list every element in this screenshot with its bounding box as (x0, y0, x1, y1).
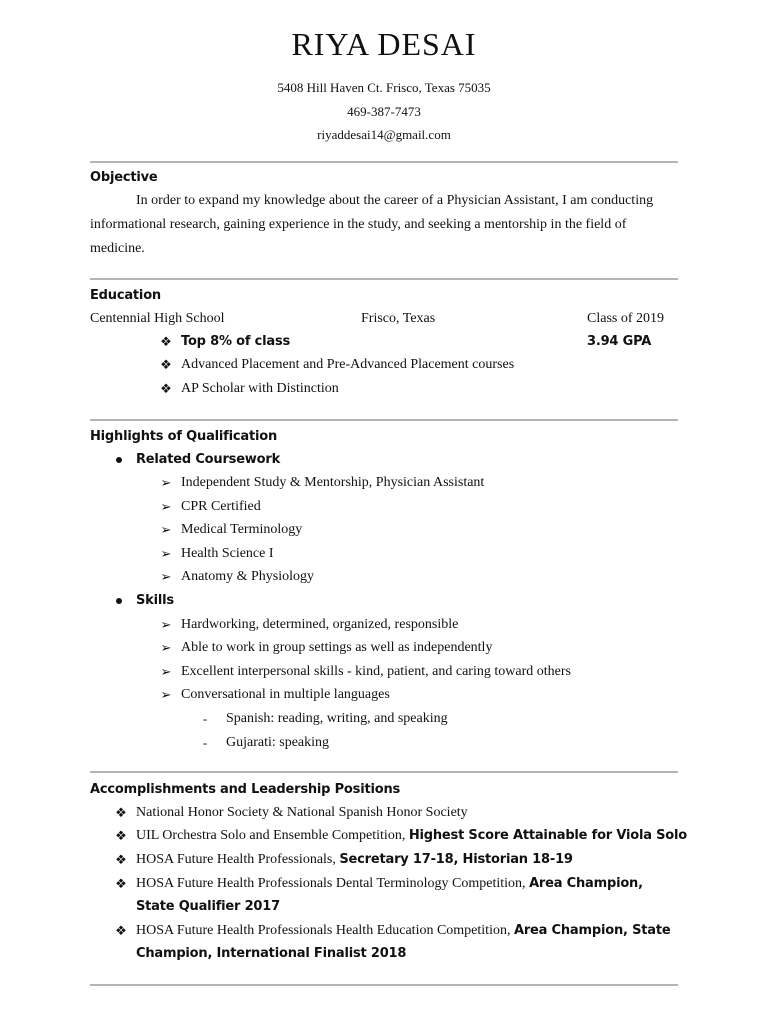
arrow-bullet-icon: ➢ (160, 546, 172, 561)
diamond-bullet-icon: ❖ (160, 334, 172, 349)
gpa: 3.94 GPA (587, 334, 652, 349)
accomplishment-item (136, 875, 643, 893)
divider (90, 278, 678, 280)
skill-item: Hardworking, determined, organized, responsible (181, 617, 459, 632)
education-item: Top 8% of class (181, 334, 291, 349)
arrow-bullet-icon: ➢ (160, 687, 172, 702)
accomplishment-highlight: Area Champion, State (513, 923, 671, 938)
coursework-item: Independent Study & Mentorship, Physician Assistant (181, 475, 485, 490)
accomplishment-highlight: Secretary 17-18, Historian 18-19 (339, 852, 573, 867)
accomplishment-item (136, 922, 670, 940)
language-item: Spanish: reading, writing, and speaking (226, 711, 448, 726)
accomplishment-highlight: Area Champion, (529, 876, 643, 891)
arrow-bullet-icon: ➢ (160, 664, 172, 679)
skill-item: Conversational in multiple languages (181, 687, 390, 702)
accomplishment-text: UIL Orchestra Solo and Ensemble Competition, (136, 828, 409, 843)
email: riyaddesai14@gmail.com (317, 127, 451, 142)
objective-line: informational research, gaining experience in the study, and seeking a mentorship in the field of (90, 217, 627, 232)
diamond-bullet-icon: ❖ (115, 923, 127, 938)
dash-bullet-icon: - (202, 735, 208, 750)
coursework-item: Medical Terminology (181, 522, 303, 537)
accomplishment-item (136, 851, 573, 869)
accomplishment-text: HOSA Future Health Professionals Dental Terminology Competition, (136, 876, 530, 891)
skills-label: Skills (136, 593, 174, 608)
accomplishment-text: HOSA Future Health Professionals Health Education Competition, (136, 923, 514, 938)
accomplishment-highlight: Highest Score Attainable for Viola Solo (408, 828, 688, 843)
school-name: Centennial High School (90, 311, 225, 326)
candidate-name: RIYA DESAI (291, 26, 477, 62)
language-item: Gujarati: speaking (226, 735, 330, 750)
phone: 469-387-7473 (347, 104, 421, 119)
graduation-class: Class of 2019 (587, 311, 664, 326)
accomplishment-item (136, 827, 687, 845)
diamond-bullet-icon: ❖ (160, 381, 172, 396)
divider (90, 419, 678, 421)
coursework-item: Health Science I (181, 546, 274, 561)
coursework-label: Related Coursework (136, 452, 281, 467)
arrow-bullet-icon: ➢ (160, 499, 172, 514)
arrow-bullet-icon: ➢ (160, 522, 172, 537)
school-location: Frisco, Texas (361, 311, 436, 326)
arrow-bullet-icon: ➢ (160, 569, 172, 584)
arrow-bullet-icon: ➢ (160, 617, 172, 632)
divider (90, 984, 678, 986)
accomplishments-heading: Accomplishments and Leadership Positions (90, 782, 401, 797)
arrow-bullet-icon: ➢ (160, 475, 172, 490)
bullet-dot-icon (116, 457, 122, 463)
accomplishment-highlight: State Qualifier 2017 (136, 899, 280, 914)
accomplishment-item (136, 804, 468, 822)
skill-item: Able to work in group settings as well as independently (181, 640, 493, 655)
accomplishment-highlight: Champion, International Finalist 2018 (136, 946, 407, 961)
address: 5408 Hill Haven Ct. Frisco, Texas 75035 (277, 80, 491, 95)
diamond-bullet-icon: ❖ (160, 357, 172, 372)
accomplishment-text: National Honor Society & National Spanish Honor Society (136, 805, 468, 820)
coursework-item: Anatomy & Physiology (181, 569, 315, 584)
bullet-dot-icon (116, 598, 122, 604)
skill-item: Excellent interpersonal skills - kind, patient, and caring toward others (181, 664, 571, 679)
divider (90, 161, 678, 163)
coursework-item: CPR Certified (181, 499, 261, 514)
diamond-bullet-icon: ❖ (115, 828, 127, 843)
diamond-bullet-icon: ❖ (115, 876, 127, 891)
education-item: Advanced Placement and Pre-Advanced Placement courses (181, 357, 515, 372)
objective-line: medicine. (90, 241, 145, 256)
highlights-heading: Highlights of Qualification (90, 429, 277, 444)
objective-heading: Objective (90, 170, 158, 185)
education-heading: Education (90, 288, 161, 303)
diamond-bullet-icon: ❖ (115, 805, 127, 820)
education-item: AP Scholar with Distinction (181, 381, 339, 396)
arrow-bullet-icon: ➢ (160, 640, 172, 655)
divider (90, 771, 678, 773)
dash-bullet-icon: - (202, 711, 208, 726)
diamond-bullet-icon: ❖ (115, 852, 127, 867)
accomplishment-text: HOSA Future Health Professionals, (136, 852, 340, 867)
objective-line: In order to expand my knowledge about the career of a Physician Assistant, I am conducting (136, 193, 654, 208)
